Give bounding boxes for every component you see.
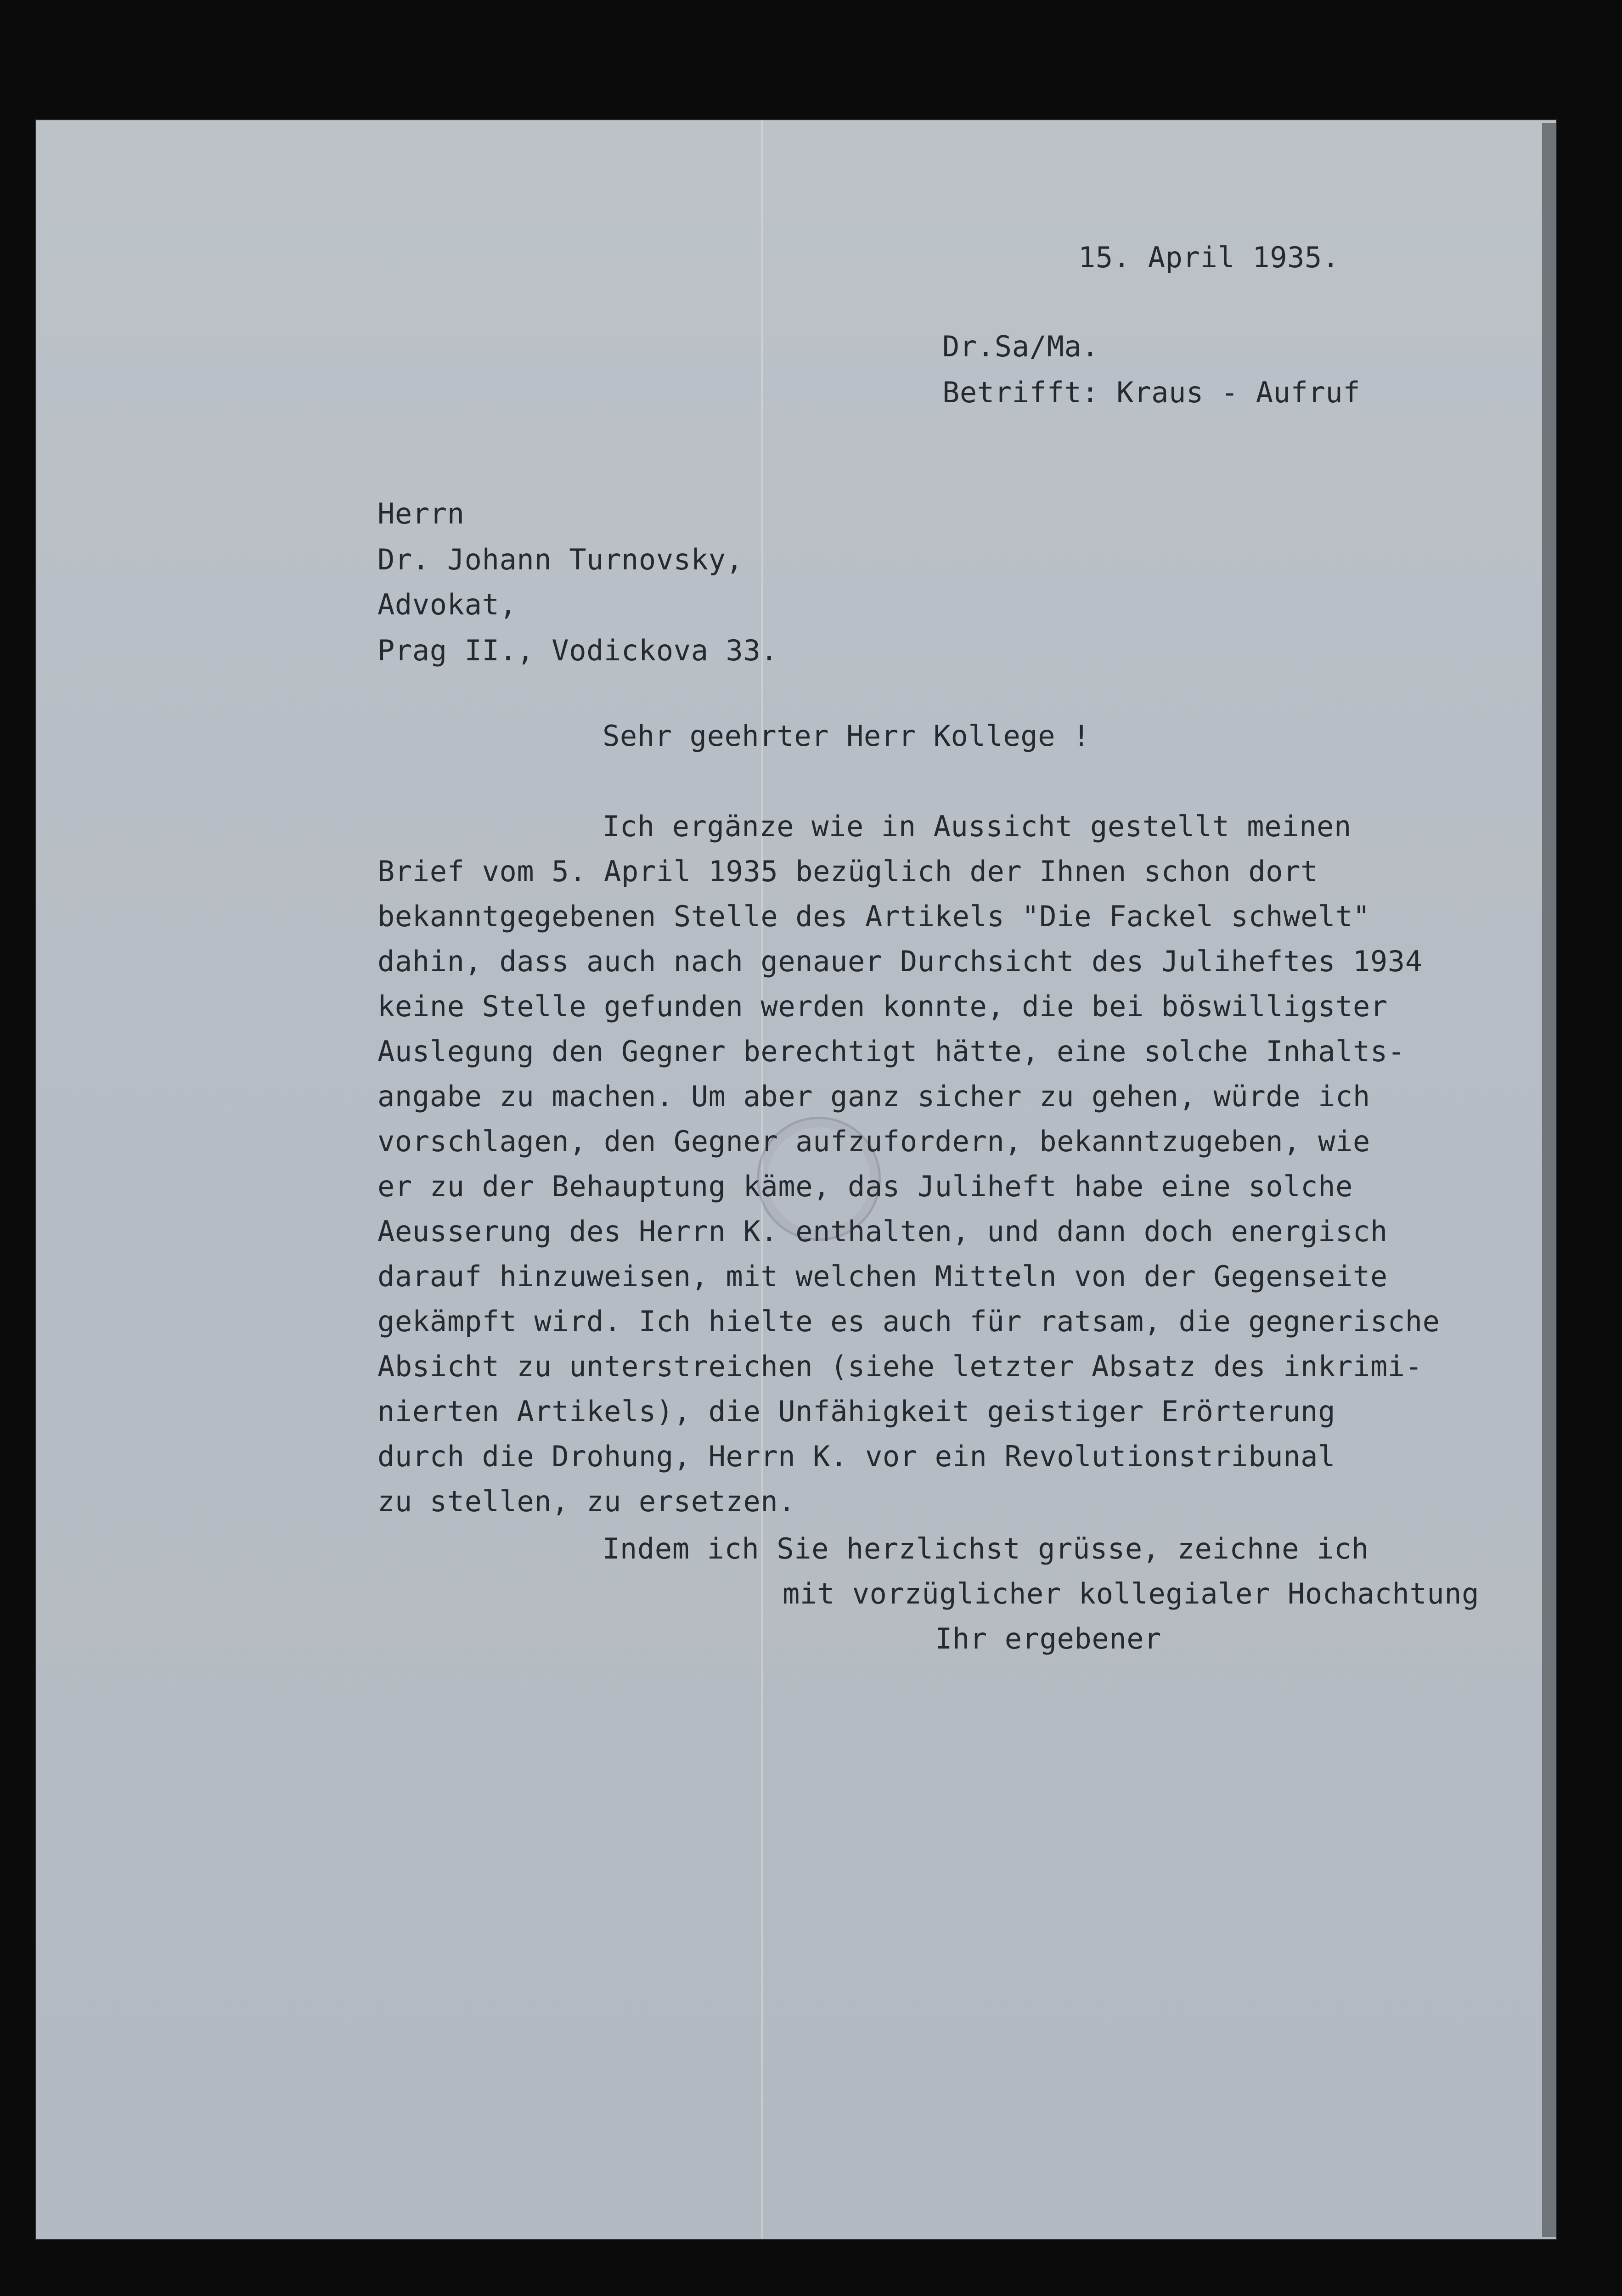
body-line: vorschlagen, den Gegner aufzufordern, bekanntzugeben, wie bbox=[377, 1125, 1370, 1158]
closing-line-1: Indem ich Sie herzlichst grüsse, zeichne ich bbox=[603, 1532, 1369, 1565]
closing-line-2: mit vorzüglicher kollegialer Hochachtung bbox=[783, 1577, 1480, 1610]
body-line: er zu der Behauptung käme, das Juliheft habe eine solche bbox=[377, 1170, 1353, 1203]
recipient-line-2: Dr. Johann Turnovsky, bbox=[377, 543, 743, 576]
body-line: keine Stelle gefunden werden konnte, die bei böswilligster bbox=[377, 990, 1388, 1023]
body-line: Absicht zu unterstreichen (siehe letzter Absatz des inkrimi- bbox=[377, 1350, 1423, 1383]
closing-line-3: Ihr ergebener bbox=[935, 1622, 1162, 1655]
reference-code: Dr.Sa/Ma. bbox=[942, 330, 1099, 363]
body-line: dahin, dass auch nach genauer Durchsicht des Juliheftes 1934 bbox=[377, 945, 1423, 978]
recipient-line-1: Herrn bbox=[377, 497, 465, 530]
paper-dark-edge bbox=[1542, 123, 1556, 2237]
letter-date: 15. April 1935. bbox=[1078, 241, 1340, 274]
recipient-line-4: Prag II., Vodickova 33. bbox=[377, 634, 778, 667]
body-line: Auslegung den Gegner berechtigt hätte, eine solche Inhalts- bbox=[377, 1035, 1405, 1068]
subject-line: Betrifft: Kraus - Aufruf bbox=[942, 376, 1361, 409]
body-line: Brief vom 5. April 1935 bezüglich der Ihnen schon dort bbox=[377, 855, 1318, 888]
body-line: darauf hinzuweisen, mit welchen Mitteln von der Gegenseite bbox=[377, 1260, 1388, 1293]
letter-sheet bbox=[36, 120, 1556, 2239]
body-line: angabe zu machen. Um aber ganz sicher zu gehen, würde ich bbox=[377, 1080, 1370, 1113]
body-line: nierten Artikels), die Unfähigkeit geistiger Erörterung bbox=[377, 1395, 1335, 1428]
body-line: Ich ergänze wie in Aussicht gestellt meinen bbox=[603, 810, 1352, 843]
body-line: durch die Drohung, Herrn K. vor ein Revolutionstribunal bbox=[377, 1440, 1335, 1473]
body-line: bekanntgegebenen Stelle des Artikels "Die Fackel schwelt" bbox=[377, 900, 1370, 933]
body-line: zu stellen, zu ersetzen. bbox=[377, 1485, 796, 1518]
body-line: Aeusserung des Herrn K. enthalten, und dann doch energisch bbox=[377, 1215, 1388, 1248]
recipient-line-3: Advokat, bbox=[377, 588, 517, 621]
salutation: Sehr geehrter Herr Kollege ! bbox=[603, 719, 1090, 753]
body-line: gekämpft wird. Ich hielte es auch für ratsam, die gegnerische bbox=[377, 1305, 1440, 1338]
